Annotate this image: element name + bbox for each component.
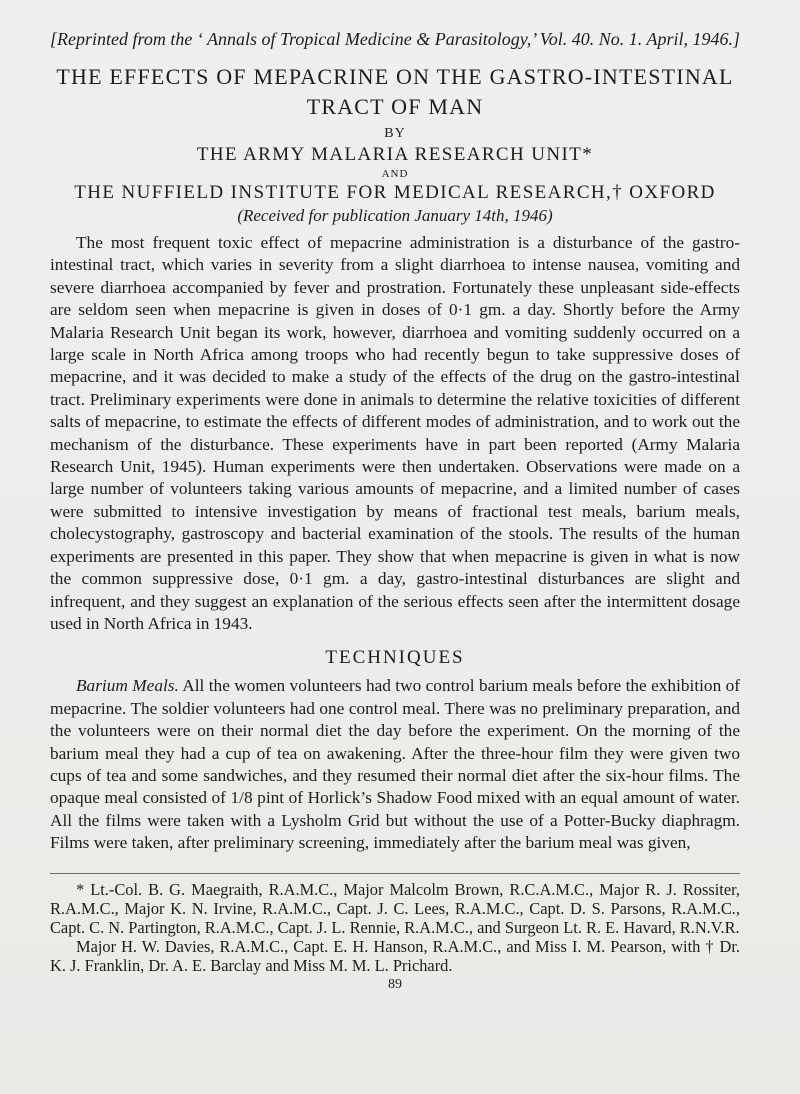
page-number: 89 xyxy=(388,976,402,992)
byline-and: AND xyxy=(381,168,409,180)
intro-paragraph: The most frequent toxic effect of mepacrine administration is a disturbance of the gastro-intestinal tract, which varies in severity from a slight diarrhoea to intense nausea, vomiting and severe diarrhoea accompanied by fever and prostration. Fortunately these unpleasant side-effects are seldom seen when mepacrine is given in doses of 0·1 gm. a day. Shortly before the Army Malaria Research Unit began its work, however, diarrhoea and vomiting suddenly occurred on a large scale in North Africa among troops who had recently begun to take suppressive doses of mepacrine, and it was decided to make a study of the effects of the drug on the gastro-intestinal tract. Preliminary experiments were done in animals to determine the relative toxicities of different salts of mepacrine, to estimate the effects of different modes of administration, and to work out the mechanism of the disturbance. These experiments have in part been reported (Army Malaria Research Unit, 1945). Human experiments were then undertaken. Observations were made on a large number of volunteers taking various amounts of mepacrine, and a limited number of cases were submitted to intensive investigation by means of fractional test meals, barium meals, cholecystography, gastroscopy and bacterial examination of the stools. The results of the human experiments are presented in this paper. They show that when mepacrine is given in what is now the common suppressive dose, 0·1 gm. a day, gastro-intestinal disturbances are slight and infrequent, and they suggest an explanation of the serious effects seen after the intermittent dosage used in North Africa in 1943. xyxy=(50,233,740,633)
run-in-heading: Barium Meals. xyxy=(76,676,179,696)
article-title: THE EFFECTS OF MEPACRINE ON THE GASTRO-INTESTINAL TRACT OF MAN xyxy=(56,64,734,119)
author-primary: THE ARMY MALARIA RESEARCH UNIT* xyxy=(196,144,594,165)
byline-by: BY xyxy=(384,126,406,141)
reprint-note: [Reprinted from the ‘ Annals of Tropical Medicine & Parasitology,’ Vol. 40. No. 1. April, 1946.] xyxy=(50,29,740,49)
received-date xyxy=(50,206,740,226)
footnote-dagger: Major H. W. Davies, R.A.M.C., Capt. E. H. Hanson, R.A.M.C., and Miss I. M. Pearson, with † Dr. K. J. Franklin, Dr. A. E. Barclay and Miss M. M. L. Prichard. xyxy=(50,936,740,975)
section-heading-techniques: TECHNIQUES xyxy=(325,647,465,669)
received-date-text: (Received for publication January 14th, 1946) xyxy=(237,206,553,225)
techniques-paragraph-text: All the women volunteers had two control barium meals before the exhibition of mepacrine. The soldier volunteers had one control meal. There was no preliminary preparation, and the volunteers were on their normal diet the day before the experiment. On the morning of the barium meal they had a cup of tea on awakening. After the three-hour film they were given two cups of tea and some sandwiches, and they resumed their normal diet after the six-hour films. The opaque meal consisted of 1/8 pint of Horlick’s Shadow Food mixed with an equal amount of water. All the films were taken with a Lysholm Grid but without the use of a Potter-Bucky diaphragm. Films were taken, after preliminary screening, immediately after the barium meal was given, xyxy=(50,676,741,853)
footnote-star: * Lt.-Col. B. G. Maegraith, R.A.M.C., Major Malcolm Brown, R.C.A.M.C., Major R. J. Rossiter, R.A.M.C., Major K. N. Irvine, R.A.M.C., Capt. J. C. Lees, R.A.M.C., Capt. D. S. Parsons, R.A.M.C., Capt. C. N. Partington, R.A.M.C., Capt. J. L. Rennie, R.A.M.C., and Surgeon Lt. R. E. Havard, R.N.V.R. xyxy=(50,879,740,937)
techniques-paragraph xyxy=(50,675,740,854)
footnote-rule xyxy=(50,873,740,874)
author-secondary: THE NUFFIELD INSTITUTE FOR MEDICAL RESEARCH,† OXFORD xyxy=(74,182,716,203)
